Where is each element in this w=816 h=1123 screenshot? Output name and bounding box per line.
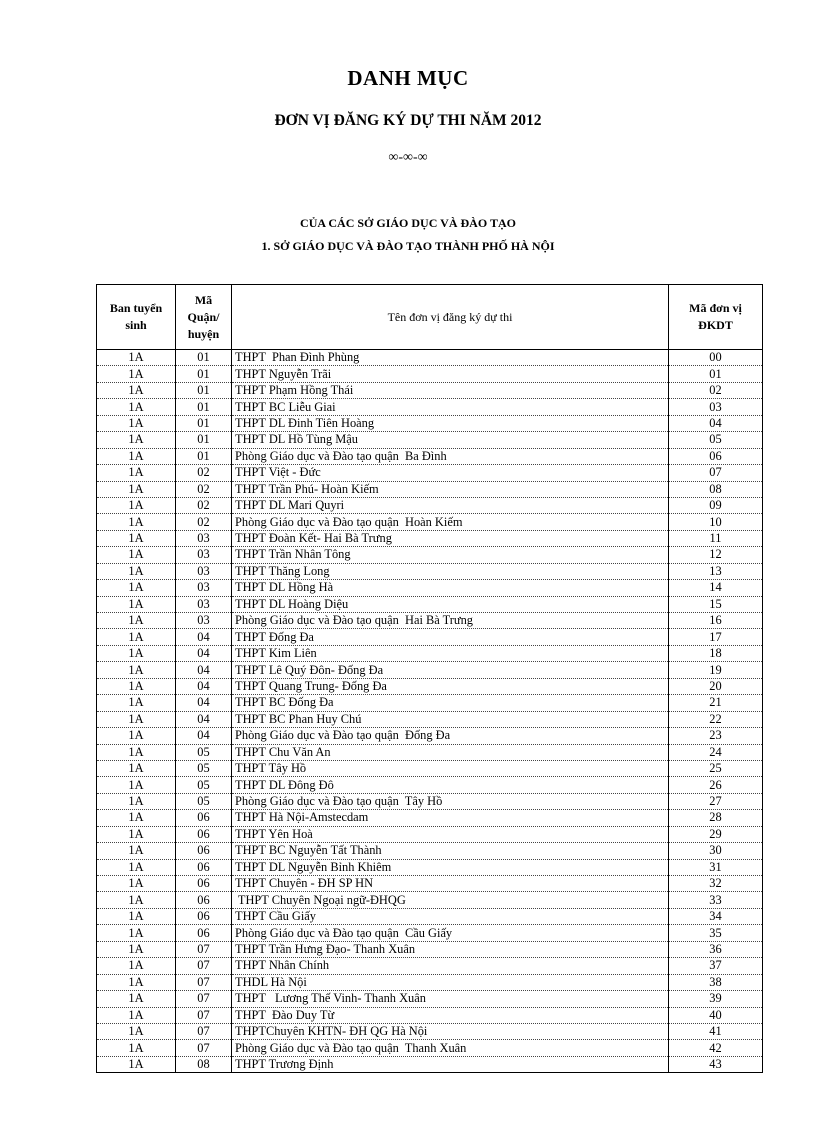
cell-district-code: 06 bbox=[176, 810, 232, 826]
cell-district-code: 07 bbox=[176, 941, 232, 957]
cell-ban: 1A bbox=[97, 711, 176, 727]
cell-unit-code: 09 bbox=[669, 497, 763, 513]
cell-unit-name: THPT Chuyên - ĐH SP HN bbox=[232, 876, 669, 892]
cell-district-code: 04 bbox=[176, 645, 232, 661]
cell-unit-name: THPT Hà Nội-Amstecdam bbox=[232, 810, 669, 826]
cell-unit-code: 33 bbox=[669, 892, 763, 908]
cell-unit-name: THPT DL Đinh Tiên Hoàng bbox=[232, 415, 669, 431]
cell-district-code: 01 bbox=[176, 366, 232, 382]
cell-ban: 1A bbox=[97, 448, 176, 464]
cell-ban: 1A bbox=[97, 678, 176, 694]
column-header-unit-code-line2: ĐKDT bbox=[698, 318, 733, 332]
table-row bbox=[97, 892, 763, 908]
table-row bbox=[97, 941, 763, 957]
cell-district-code: 03 bbox=[176, 563, 232, 579]
cell-unit-code: 01 bbox=[669, 366, 763, 382]
table-row bbox=[97, 843, 763, 859]
column-header-unit-code bbox=[669, 285, 763, 350]
table-row bbox=[97, 810, 763, 826]
cell-ban: 1A bbox=[97, 876, 176, 892]
cell-ban: 1A bbox=[97, 859, 176, 875]
cell-district-code: 06 bbox=[176, 892, 232, 908]
column-header-unit-name-text: Tên đơn vị đăng ký dự thi bbox=[387, 309, 513, 324]
cell-unit-code: 05 bbox=[669, 432, 763, 448]
column-header-unit-code-line1: Mã đơn vị bbox=[689, 301, 742, 315]
cell-ban: 1A bbox=[97, 974, 176, 990]
cell-district-code: 05 bbox=[176, 744, 232, 760]
cell-unit-code: 11 bbox=[669, 530, 763, 546]
table-row bbox=[97, 514, 763, 530]
cell-ban: 1A bbox=[97, 892, 176, 908]
cell-ban: 1A bbox=[97, 465, 176, 481]
cell-unit-name: THPT Trần Phú- Hoàn Kiếm bbox=[232, 481, 669, 497]
cell-ban: 1A bbox=[97, 399, 176, 415]
subsection-heading: 1. SỞ GIÁO DỤC VÀ ĐÀO TẠO THÀNH PHỐ HÀ NỘI bbox=[261, 239, 555, 253]
table-row bbox=[97, 497, 763, 513]
table-row bbox=[97, 974, 763, 990]
document-title: DANH MỤC bbox=[347, 66, 469, 90]
cell-ban: 1A bbox=[97, 415, 176, 431]
cell-unit-code: 02 bbox=[669, 382, 763, 398]
cell-district-code: 01 bbox=[176, 382, 232, 398]
cell-unit-name: Phòng Giáo dục và Đào tạo quận Đống Đa bbox=[232, 728, 669, 744]
cell-unit-code: 12 bbox=[669, 547, 763, 563]
cell-district-code: 07 bbox=[176, 974, 232, 990]
table-row bbox=[97, 481, 763, 497]
column-header-district-line1: Mã bbox=[194, 292, 213, 307]
cell-district-code: 06 bbox=[176, 826, 232, 842]
cell-ban: 1A bbox=[97, 432, 176, 448]
table-row bbox=[97, 1056, 763, 1072]
table-row bbox=[97, 744, 763, 760]
cell-unit-name: THPT Phan Đình Phùng bbox=[232, 350, 669, 366]
cell-unit-name: THPT Việt - Đức bbox=[232, 465, 669, 481]
table-row bbox=[97, 925, 763, 941]
cell-ban: 1A bbox=[97, 695, 176, 711]
cell-unit-name: THPT Lương Thế Vinh- Thanh Xuân bbox=[232, 991, 669, 1007]
cell-unit-name: THPTChuyên KHTN- ĐH QG Hà Nội bbox=[232, 1023, 669, 1039]
table-row bbox=[97, 596, 763, 612]
cell-district-code: 04 bbox=[176, 629, 232, 645]
cell-unit-code: 04 bbox=[669, 415, 763, 431]
cell-unit-name: THPT Đoàn Kết- Hai Bà Trưng bbox=[232, 530, 669, 546]
cell-ban: 1A bbox=[97, 810, 176, 826]
cell-ban: 1A bbox=[97, 481, 176, 497]
table-row bbox=[97, 399, 763, 415]
table-row bbox=[97, 1007, 763, 1023]
table-row bbox=[97, 366, 763, 382]
cell-unit-name: THPT DL Hoàng Diệu bbox=[232, 596, 669, 612]
cell-ban: 1A bbox=[97, 1056, 176, 1072]
table-row bbox=[97, 777, 763, 793]
cell-unit-name: THPT DL Hồ Tùng Mậu bbox=[232, 432, 669, 448]
cell-ban: 1A bbox=[97, 497, 176, 513]
cell-unit-code: 31 bbox=[669, 859, 763, 875]
table-header-row bbox=[97, 285, 763, 350]
table-row bbox=[97, 958, 763, 974]
cell-ban: 1A bbox=[97, 596, 176, 612]
table-row bbox=[97, 859, 763, 875]
column-header-district-line2: Quận/ bbox=[187, 309, 220, 324]
cell-unit-name: THPT DL Mari Quyri bbox=[232, 497, 669, 513]
table-row bbox=[97, 793, 763, 809]
cell-unit-name: THPT Cầu Giấy bbox=[232, 908, 669, 924]
cell-unit-code: 25 bbox=[669, 760, 763, 776]
column-header-ban-line1: Ban tuyển bbox=[109, 301, 163, 315]
cell-unit-name: Phòng Giáo dục và Đào tạo quận Hai Bà Trưng bbox=[232, 613, 669, 629]
cell-unit-name: THPT Kim Liên bbox=[232, 645, 669, 661]
cell-district-code: 01 bbox=[176, 399, 232, 415]
cell-district-code: 04 bbox=[176, 678, 232, 694]
cell-unit-name: THPT BC Liễu Giai bbox=[232, 399, 669, 415]
table-row bbox=[97, 695, 763, 711]
cell-ban: 1A bbox=[97, 547, 176, 563]
cell-unit-code: 36 bbox=[669, 941, 763, 957]
cell-district-code: 07 bbox=[176, 1040, 232, 1056]
cell-district-code: 06 bbox=[176, 859, 232, 875]
cell-district-code: 03 bbox=[176, 547, 232, 563]
cell-district-code: 02 bbox=[176, 514, 232, 530]
cell-unit-code: 21 bbox=[669, 695, 763, 711]
cell-unit-name: THPT Yên Hoà bbox=[232, 826, 669, 842]
cell-unit-code: 17 bbox=[669, 629, 763, 645]
column-header-ban-line2: sinh bbox=[125, 318, 147, 332]
cell-district-code: 04 bbox=[176, 711, 232, 727]
cell-unit-code: 18 bbox=[669, 645, 763, 661]
column-header-ban bbox=[97, 285, 176, 350]
table-row bbox=[97, 991, 763, 1007]
cell-district-code: 06 bbox=[176, 876, 232, 892]
cell-unit-name: THPT Chuyên Ngoại ngữ-ĐHQG bbox=[232, 892, 669, 908]
cell-ban: 1A bbox=[97, 1007, 176, 1023]
ornament: ∞-∞-∞ bbox=[388, 150, 428, 165]
cell-unit-code: 10 bbox=[669, 514, 763, 530]
cell-district-code: 03 bbox=[176, 596, 232, 612]
cell-unit-code: 16 bbox=[669, 613, 763, 629]
cell-unit-name: THPT Tây Hồ bbox=[232, 760, 669, 776]
cell-unit-name: THPT Đống Đa bbox=[232, 629, 669, 645]
column-header-district bbox=[176, 285, 232, 350]
cell-unit-code: 08 bbox=[669, 481, 763, 497]
cell-unit-name: THPT Lê Quý Đôn- Đống Đa bbox=[232, 662, 669, 678]
table-row bbox=[97, 547, 763, 563]
cell-unit-name: THPT Quang Trung- Đống Đa bbox=[232, 678, 669, 694]
cell-unit-name: THPT DL Đông Đô bbox=[232, 777, 669, 793]
cell-district-code: 07 bbox=[176, 1023, 232, 1039]
cell-ban: 1A bbox=[97, 991, 176, 1007]
cell-district-code: 02 bbox=[176, 497, 232, 513]
table-row bbox=[97, 876, 763, 892]
cell-unit-code: 22 bbox=[669, 711, 763, 727]
cell-district-code: 01 bbox=[176, 415, 232, 431]
table-row bbox=[97, 662, 763, 678]
cell-ban: 1A bbox=[97, 793, 176, 809]
cell-unit-code: 37 bbox=[669, 958, 763, 974]
cell-ban: 1A bbox=[97, 1040, 176, 1056]
cell-ban: 1A bbox=[97, 1023, 176, 1039]
cell-district-code: 01 bbox=[176, 432, 232, 448]
cell-ban: 1A bbox=[97, 366, 176, 382]
cell-ban: 1A bbox=[97, 760, 176, 776]
cell-unit-name: THPT DL Hồng Hà bbox=[232, 580, 669, 596]
cell-district-code: 05 bbox=[176, 793, 232, 809]
cell-unit-code: 39 bbox=[669, 991, 763, 1007]
table-row bbox=[97, 711, 763, 727]
cell-unit-name: THPT Đào Duy Từ bbox=[232, 1007, 669, 1023]
cell-ban: 1A bbox=[97, 826, 176, 842]
cell-district-code: 01 bbox=[176, 350, 232, 366]
cell-unit-name: Phòng Giáo dục và Đào tạo quận Hoàn Kiếm bbox=[232, 514, 669, 530]
cell-ban: 1A bbox=[97, 514, 176, 530]
cell-unit-name: THPT DL Nguyễn Bỉnh Khiêm bbox=[232, 859, 669, 875]
cell-unit-code: 20 bbox=[669, 678, 763, 694]
cell-unit-code: 27 bbox=[669, 793, 763, 809]
cell-ban: 1A bbox=[97, 728, 176, 744]
cell-unit-name: THPT BC Đống Đa bbox=[232, 695, 669, 711]
table-row bbox=[97, 760, 763, 776]
table-row bbox=[97, 432, 763, 448]
cell-district-code: 08 bbox=[176, 1056, 232, 1072]
cell-unit-name: THPT Chu Văn An bbox=[232, 744, 669, 760]
cell-unit-code: 15 bbox=[669, 596, 763, 612]
cell-ban: 1A bbox=[97, 629, 176, 645]
cell-unit-code: 06 bbox=[669, 448, 763, 464]
cell-unit-code: 34 bbox=[669, 908, 763, 924]
document-subtitle: ĐƠN VỊ ĐĂNG KÝ DỰ THI NĂM 2012 bbox=[274, 112, 542, 129]
table-row bbox=[97, 1023, 763, 1039]
table-row bbox=[97, 728, 763, 744]
table-row bbox=[97, 1040, 763, 1056]
cell-ban: 1A bbox=[97, 662, 176, 678]
table-row bbox=[97, 908, 763, 924]
table-row bbox=[97, 826, 763, 842]
cell-unit-code: 42 bbox=[669, 1040, 763, 1056]
cell-unit-name: THPT BC Phan Huy Chú bbox=[232, 711, 669, 727]
table-row bbox=[97, 678, 763, 694]
cell-ban: 1A bbox=[97, 350, 176, 366]
table-row bbox=[97, 448, 763, 464]
cell-ban: 1A bbox=[97, 645, 176, 661]
cell-ban: 1A bbox=[97, 958, 176, 974]
cell-ban: 1A bbox=[97, 580, 176, 596]
table-row bbox=[97, 563, 763, 579]
cell-unit-code: 35 bbox=[669, 925, 763, 941]
cell-district-code: 03 bbox=[176, 613, 232, 629]
cell-district-code: 06 bbox=[176, 925, 232, 941]
cell-unit-name: THPT Trần Nhân Tông bbox=[232, 547, 669, 563]
cell-unit-code: 24 bbox=[669, 744, 763, 760]
cell-unit-code: 38 bbox=[669, 974, 763, 990]
cell-district-code: 05 bbox=[176, 760, 232, 776]
cell-unit-code: 19 bbox=[669, 662, 763, 678]
table-row bbox=[97, 629, 763, 645]
cell-unit-code: 41 bbox=[669, 1023, 763, 1039]
table-row bbox=[97, 415, 763, 431]
registration-units-table bbox=[96, 284, 763, 1073]
cell-unit-name: THPT Phạm Hồng Thái bbox=[232, 382, 669, 398]
table-row bbox=[97, 350, 763, 366]
cell-ban: 1A bbox=[97, 925, 176, 941]
cell-district-code: 04 bbox=[176, 695, 232, 711]
cell-district-code: 07 bbox=[176, 958, 232, 974]
cell-unit-code: 26 bbox=[669, 777, 763, 793]
cell-unit-name: THPT Thăng Long bbox=[232, 563, 669, 579]
section-heading: CỦA CÁC SỞ GIÁO DỤC VÀ ĐÀO TẠO bbox=[300, 216, 516, 230]
cell-ban: 1A bbox=[97, 530, 176, 546]
cell-ban: 1A bbox=[97, 941, 176, 957]
cell-unit-code: 40 bbox=[669, 1007, 763, 1023]
cell-district-code: 05 bbox=[176, 777, 232, 793]
cell-district-code: 03 bbox=[176, 530, 232, 546]
cell-district-code: 04 bbox=[176, 662, 232, 678]
table-row bbox=[97, 465, 763, 481]
cell-ban: 1A bbox=[97, 777, 176, 793]
cell-unit-code: 29 bbox=[669, 826, 763, 842]
table-row bbox=[97, 530, 763, 546]
table-row bbox=[97, 580, 763, 596]
cell-ban: 1A bbox=[97, 843, 176, 859]
cell-unit-code: 14 bbox=[669, 580, 763, 596]
cell-district-code: 06 bbox=[176, 908, 232, 924]
cell-unit-name: THPT Trần Hưng Đạo- Thanh Xuân bbox=[232, 941, 669, 957]
cell-unit-code: 00 bbox=[669, 350, 763, 366]
cell-district-code: 04 bbox=[176, 728, 232, 744]
cell-unit-code: 03 bbox=[669, 399, 763, 415]
cell-ban: 1A bbox=[97, 382, 176, 398]
cell-unit-name: Phòng Giáo dục và Đào tạo quận Tây Hồ bbox=[232, 793, 669, 809]
cell-unit-code: 07 bbox=[669, 465, 763, 481]
cell-ban: 1A bbox=[97, 613, 176, 629]
cell-unit-code: 28 bbox=[669, 810, 763, 826]
cell-unit-code: 30 bbox=[669, 843, 763, 859]
cell-unit-name: Phòng Giáo dục và Đào tạo quận Cầu Giấy bbox=[232, 925, 669, 941]
cell-unit-code: 13 bbox=[669, 563, 763, 579]
cell-district-code: 07 bbox=[176, 991, 232, 1007]
cell-unit-code: 23 bbox=[669, 728, 763, 744]
cell-unit-name: THPT Nguyễn Trãi bbox=[232, 366, 669, 382]
cell-unit-code: 32 bbox=[669, 876, 763, 892]
cell-district-code: 07 bbox=[176, 1007, 232, 1023]
cell-district-code: 01 bbox=[176, 448, 232, 464]
cell-district-code: 06 bbox=[176, 843, 232, 859]
cell-unit-code: 43 bbox=[669, 1056, 763, 1072]
cell-unit-name: Phòng Giáo dục và Đào tạo quận Ba Đình bbox=[232, 448, 669, 464]
cell-unit-name: THPT Nhân Chính bbox=[232, 958, 669, 974]
cell-district-code: 03 bbox=[176, 580, 232, 596]
column-header-unit-name bbox=[232, 285, 669, 350]
cell-ban: 1A bbox=[97, 744, 176, 760]
column-header-district-line3: huyện bbox=[187, 326, 220, 341]
cell-unit-name: THPT BC Nguyễn Tất Thành bbox=[232, 843, 669, 859]
table-row bbox=[97, 382, 763, 398]
table-row bbox=[97, 645, 763, 661]
cell-district-code: 02 bbox=[176, 481, 232, 497]
cell-district-code: 02 bbox=[176, 465, 232, 481]
table-row bbox=[97, 613, 763, 629]
cell-unit-name: THPT Trương Định bbox=[232, 1056, 669, 1072]
cell-ban: 1A bbox=[97, 563, 176, 579]
cell-unit-name: THDL Hà Nội bbox=[232, 974, 669, 990]
cell-unit-name: Phòng Giáo dục và Đào tạo quận Thanh Xuân bbox=[232, 1040, 669, 1056]
cell-ban: 1A bbox=[97, 908, 176, 924]
